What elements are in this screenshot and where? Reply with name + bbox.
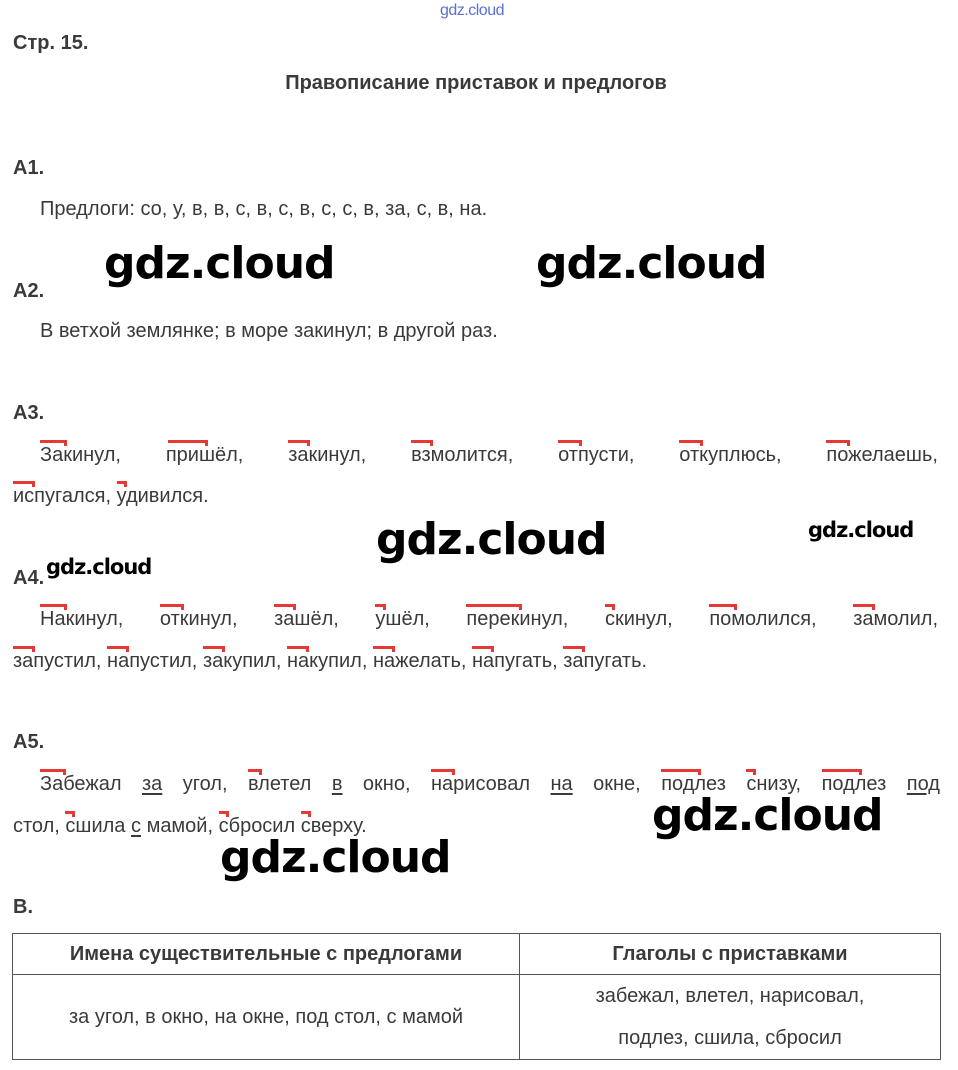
prefix-mark (558, 440, 582, 446)
word: пришёл, (166, 444, 244, 467)
watermark: gdz.cloud (220, 832, 451, 883)
prefix-mark (301, 811, 311, 817)
word: сшила (65, 815, 125, 838)
verbs-line: подлез, сшила, сбросил (618, 1027, 842, 1049)
prefix-mark (160, 604, 184, 610)
word: Закинул, (40, 444, 121, 467)
section-a3-line2 (13, 485, 209, 508)
prefix-mark (274, 604, 296, 610)
word: сверху. (301, 815, 367, 838)
prefix-mark (661, 769, 701, 775)
prefix-mark (375, 604, 386, 610)
word: подлез (822, 773, 887, 796)
table-header-verbs: Глаголы с приставками (520, 934, 941, 975)
preposition: в (331, 773, 343, 795)
prefix-mark (40, 440, 67, 446)
watermark: gdz.cloud (652, 790, 883, 841)
page-label: Стр. 15. (13, 32, 89, 54)
section-a4-label: А4. (13, 567, 45, 589)
watermark: gdz.cloud (104, 238, 335, 289)
prefix-mark (203, 646, 225, 652)
prefix-mark (466, 604, 522, 610)
prefix-mark (746, 769, 756, 775)
word: сбросил (219, 815, 296, 838)
section-a3-line1 (40, 444, 938, 467)
word: запугать. (563, 650, 647, 673)
answer-table (12, 933, 941, 1060)
word: ушёл, (375, 608, 429, 631)
word: отпусти, (558, 444, 634, 467)
prefix-mark (117, 481, 127, 487)
word: снизу, (746, 773, 801, 796)
word: напустил, (107, 650, 197, 673)
word: пожелаешь, (826, 444, 938, 467)
section-a4-line2 (13, 650, 647, 673)
preposition: на (550, 773, 573, 795)
word: окно, (362, 773, 411, 795)
prefix-mark (709, 604, 737, 610)
prefix-mark (65, 811, 75, 817)
word: скинул, (605, 608, 673, 631)
section-a5-label: А5. (13, 731, 45, 753)
prefix-mark (826, 440, 850, 446)
prefix-mark (168, 440, 208, 446)
word: зашёл, (274, 608, 339, 631)
prefix-mark (431, 769, 455, 775)
word: накупил, (287, 650, 367, 673)
prefix-mark (373, 646, 395, 652)
table-cell-nouns: за угол, в окно, на окне, под стол, с мамой (13, 975, 520, 1060)
word: влетел (248, 773, 311, 796)
word: угол, (182, 773, 228, 795)
word: окне, (593, 773, 641, 795)
prefix-mark (13, 646, 35, 652)
prefix-mark (40, 769, 66, 775)
word: откуплюсь, (679, 444, 781, 467)
watermark: gdz.cloud (808, 518, 914, 542)
word: нажелать, (373, 650, 467, 673)
section-a4-line1 (40, 608, 938, 631)
prefix-mark (287, 646, 309, 652)
watermark: gdz.cloud (376, 514, 607, 565)
word: закупил, (203, 650, 282, 673)
prefix-mark (40, 604, 67, 610)
prefix-mark (679, 440, 703, 446)
word: помолился, (709, 608, 816, 631)
section-a3-label: А3. (13, 402, 45, 424)
prefix-mark (563, 646, 585, 652)
section-a2-label: А2. (13, 280, 45, 302)
word: мамой, (146, 815, 214, 837)
section-a1-text: Предлоги: со, у, в, в, с, в, с, в, с, с, в, за, с, в, на. (40, 198, 488, 220)
word: откинул, (160, 608, 238, 631)
prefix-mark (605, 604, 615, 610)
word: взмолится, (411, 444, 513, 467)
section-a2-text: В ветхой землянке; в море закинул; в другой раз. (40, 320, 498, 342)
word: Накинул, (40, 608, 123, 631)
table-cell-verbs (520, 975, 941, 1060)
page-title: Правописание приставок и предлогов (285, 72, 667, 94)
prefix-mark (219, 811, 229, 817)
watermark: gdz.cloud (46, 555, 152, 579)
word: Забежал (40, 773, 122, 796)
word: перекинул, (466, 608, 568, 631)
watermark-top: gdz.cloud (440, 2, 504, 19)
preposition: с (131, 815, 141, 837)
prefix-mark (472, 646, 494, 652)
prefix-mark (853, 604, 875, 610)
prefix-mark (411, 440, 433, 446)
word: запустил, (13, 650, 101, 673)
word: замолил, (853, 608, 938, 631)
preposition: за (141, 773, 163, 795)
prefix-mark (248, 769, 262, 775)
watermark: gdz.cloud (536, 238, 767, 289)
prefix-mark (822, 769, 862, 775)
verbs-line: забежал, влетел, нарисовал, (595, 985, 865, 1007)
word: удивился. (117, 485, 209, 508)
word: напугать, (472, 650, 558, 673)
word: нарисовал (431, 773, 530, 796)
word: испугался, (13, 485, 111, 508)
word: стол, (13, 815, 60, 837)
word: закинул, (288, 444, 366, 467)
table-header-nouns: Имена существительные с предлогами (13, 934, 520, 975)
prefix-mark (288, 440, 310, 446)
prefix-mark (107, 646, 129, 652)
section-a1-label: А1. (13, 157, 45, 179)
word: подлез (661, 773, 726, 796)
prefix-mark (13, 481, 35, 487)
preposition: под (906, 773, 940, 795)
section-b-label: В. (13, 896, 33, 918)
